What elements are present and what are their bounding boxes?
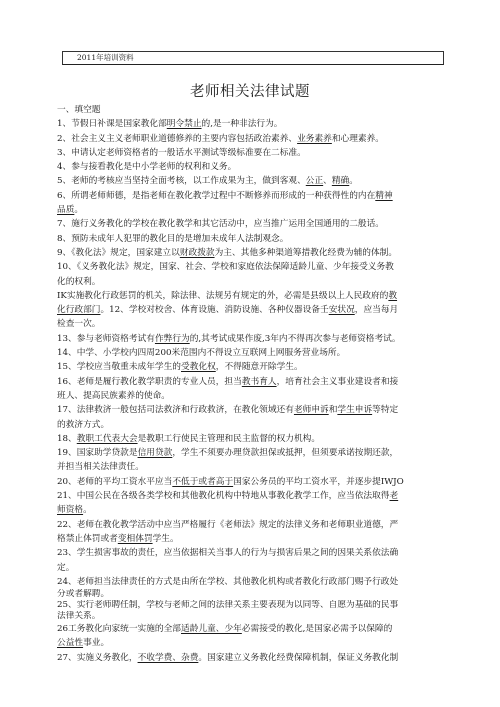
text-run: 4、参与接看教化是中小学老师的权利和义务。 bbox=[57, 162, 237, 173]
text-line bbox=[57, 622, 445, 636]
text-run: 15、学校应当敬重未成年学生的 bbox=[57, 362, 181, 373]
text-run: 21、中国公民在各级各类学校和其他教化机构中特地从事教化教学工作，应当依法取得 bbox=[57, 491, 390, 502]
text-run: 班人、提高民族素养的使命。 bbox=[57, 390, 170, 401]
text-run: 国家公务员的平均工资水平，并逐步提IWJO bbox=[233, 476, 404, 487]
underlined-answer: 明令禁止 bbox=[166, 119, 202, 130]
text-run: 7、施行义务教化的学校在教化教学和其它活动中，应当推广运用全国通用的二般话。 bbox=[57, 219, 384, 230]
text-line bbox=[57, 146, 445, 160]
text-line bbox=[57, 117, 445, 131]
text-line bbox=[57, 561, 445, 575]
text-line bbox=[57, 189, 445, 203]
underlined-answer: 师资格 bbox=[57, 505, 84, 516]
text-line bbox=[57, 636, 445, 650]
text-run: 的救济方式。 bbox=[57, 419, 110, 430]
text-line bbox=[57, 600, 445, 611]
text-run: 16、老师是履行教化教学职责的专业人员，担当 bbox=[57, 376, 242, 387]
text-run: 格禁止体罚或者 bbox=[57, 533, 118, 544]
text-run: ，应当每月 bbox=[354, 305, 399, 316]
text-run: 定。 bbox=[57, 562, 75, 573]
text-line bbox=[57, 260, 445, 274]
text-line bbox=[57, 611, 445, 622]
underlined-answer: 适龄儿童、少年 bbox=[181, 624, 242, 635]
text-run: 化的权利。 bbox=[57, 276, 101, 287]
text-run: 1、节假日补课是国家教化部 bbox=[57, 119, 167, 130]
text-line bbox=[57, 446, 445, 460]
text-line bbox=[57, 375, 445, 389]
text-run: 8、预防未成年人犯罪的教化目的是增加未成年人法制观念。 bbox=[57, 233, 289, 244]
text-line bbox=[57, 317, 445, 331]
text-run: IK实施教化行政惩罚的机关，除法律、法规另有规定的外，必需是县级以上人民政府的 bbox=[57, 290, 389, 301]
text-run: 18、 bbox=[57, 433, 77, 444]
text-line bbox=[57, 532, 445, 546]
underlined-answer: 作弊行为 bbox=[154, 333, 190, 344]
text-line bbox=[57, 432, 445, 446]
text-run: 27、实施义务教化， bbox=[57, 652, 138, 663]
text-run: 法律关系。 bbox=[57, 611, 101, 622]
text-line bbox=[57, 332, 445, 346]
text-run: 10、《义务教化法》规定，国家、社会、学校和家庭依法保障适龄儿童、少年接受义务教 bbox=[57, 262, 394, 273]
text-run: 9、《教化法》规定，国家建立以 bbox=[57, 247, 180, 258]
underlined-answer: 精神 bbox=[375, 190, 393, 201]
text-run: 等特定 bbox=[372, 405, 399, 416]
text-line bbox=[57, 103, 445, 117]
underlined-answer: 公益性 bbox=[57, 638, 84, 649]
text-run: 23、学生损害事故的责任，应当依据相关当事人的行为与损害后果之间的因果关系依法确 bbox=[57, 548, 399, 559]
text-run: 25、实行老师聘任制，学校与老师之间的法律关系主要表现为以同等、自愿为基础的民事 bbox=[57, 600, 399, 611]
underlined-answer: 受教化权 bbox=[181, 362, 216, 373]
underlined-answer: 教 bbox=[388, 290, 398, 301]
underlined-answer: 信用贷款 bbox=[137, 448, 173, 459]
underlined-answer: 老师申诉 bbox=[293, 405, 329, 416]
underlined-answer: 教书育人 bbox=[241, 376, 277, 387]
text-run: 22、老师在教化教学活动中应当严格履行《老师法》规定的法律义务和老师职业道德，严 bbox=[57, 519, 399, 530]
text-line bbox=[57, 360, 445, 374]
text-line bbox=[57, 203, 445, 217]
text-line bbox=[57, 289, 445, 303]
header-text: 2011年培训资料 bbox=[77, 53, 134, 62]
text-run: 2、社会主义主义老师职业道德修养的主要内容包括政治素养、 bbox=[57, 133, 298, 144]
text-line bbox=[57, 246, 445, 260]
text-run: 26工务教化向家统一实施的全部 bbox=[57, 624, 181, 635]
text-run: 的,是一种非法行为。 bbox=[201, 119, 283, 130]
text-line bbox=[57, 489, 445, 503]
text-run: 6、所谓老师师德，是指老师在教化教学过程中不断修养而形成的一种获得性的内在 bbox=[57, 190, 376, 201]
underlined-answer: 教职工代表大会 bbox=[76, 433, 138, 444]
text-run: 的,其考试成果作废,3年内不得再次参与老师资格考试。 bbox=[189, 333, 401, 344]
text-run: 必需接受的教化,是国家必需予以保障的 bbox=[241, 624, 393, 635]
text-run: 5、老师的考核应当坚持全面考核，以工作成果为主，做到客观、 bbox=[57, 176, 306, 187]
text-run: 是教职工行使民主管理和民主监督的权力机构。 bbox=[137, 433, 320, 444]
text-line bbox=[57, 460, 445, 474]
text-line bbox=[57, 160, 445, 174]
text-line bbox=[57, 232, 445, 246]
text-line bbox=[57, 503, 445, 517]
text-line bbox=[57, 275, 445, 289]
text-run: ，培育社会主义事业建设者和接 bbox=[276, 376, 399, 387]
text-run: 14、中学、小学校内四周200米范围内不得设立互联网上网服务营业场所。 bbox=[57, 348, 346, 359]
text-line bbox=[57, 418, 445, 432]
underlined-answer: 变相体罚 bbox=[117, 533, 153, 544]
text-line bbox=[57, 651, 445, 665]
text-line bbox=[57, 346, 445, 360]
text-line bbox=[57, 389, 445, 403]
text-run: 3、申请认定老师资格者的一般话水平测试等级标准要在二标准。 bbox=[57, 147, 306, 158]
text-line bbox=[57, 475, 445, 489]
text-line bbox=[57, 589, 445, 600]
text-run: 19、国家助学贷款是 bbox=[57, 448, 138, 459]
document-title: 老师相关法律试题 bbox=[190, 84, 310, 100]
underlined-answer: 业务素养 bbox=[297, 133, 332, 144]
text-line bbox=[57, 546, 445, 560]
text-run: 。 bbox=[349, 176, 358, 187]
text-run: ，学生不须要办理贷款担保或抵押，但须要承诺按期还款， bbox=[172, 448, 399, 459]
underlined-answer: 不收学费、杂费 bbox=[137, 652, 199, 663]
document-body bbox=[57, 103, 445, 665]
text-run: 事业。 bbox=[83, 638, 110, 649]
underlined-answer: 精确 bbox=[331, 176, 350, 187]
underlined-answer: 公正 bbox=[305, 176, 324, 187]
underlined-answer: 安状况 bbox=[328, 305, 355, 316]
underlined-answer: 学生申诉 bbox=[337, 405, 373, 416]
text-run: 24、老师担当法律责任的方式是由所在学校、其他教化机构或者教化行政部门赐予行政处 bbox=[57, 576, 399, 587]
text-run: 17、法律救济一般包括司法救济和行政救济，在教化领域还有 bbox=[57, 405, 294, 416]
underlined-answer: 不低于或者高于 bbox=[172, 476, 234, 487]
text-run: 学生。 bbox=[152, 533, 179, 544]
text-line bbox=[57, 403, 445, 417]
underlined-answer: 化行政部门 bbox=[57, 305, 101, 316]
text-run: 并担当相关法律责任。 bbox=[57, 462, 144, 473]
text-line bbox=[57, 303, 445, 317]
text-line bbox=[57, 575, 445, 589]
text-run: 。国家建立义务教化经费保障机制，保证义务教化制 bbox=[198, 652, 399, 663]
text-run: 一、填空题 bbox=[57, 105, 101, 115]
text-run: 和心理素养。 bbox=[331, 133, 384, 144]
text-run: 为主、其他多种渠道筹措教化经费为辅的体制。 bbox=[214, 247, 397, 258]
text-line bbox=[57, 217, 445, 231]
text-run: 分或者解聘。 bbox=[57, 589, 110, 600]
underlined-answer: 品质 bbox=[57, 205, 75, 216]
text-run: 20、老师的平均工资水平应当 bbox=[57, 476, 173, 487]
text-run: 。 bbox=[83, 505, 92, 516]
text-run: ，不得随意开除学生。 bbox=[215, 362, 303, 373]
text-run: 。 bbox=[74, 205, 84, 216]
underlined-answer: 财政拨款 bbox=[179, 247, 215, 258]
text-run: 。12、学校对校舍、体育设施、消防设施、各种仪器设备壬 bbox=[100, 305, 329, 316]
text-run: 和 bbox=[328, 405, 338, 416]
underlined-answer: 老 bbox=[389, 491, 399, 502]
text-run: 检查一次。 bbox=[57, 319, 101, 330]
text-run: 13、参与老师资格考试有 bbox=[57, 333, 155, 344]
text-line bbox=[57, 174, 445, 188]
text-line bbox=[57, 132, 445, 146]
text-line bbox=[57, 518, 445, 532]
header-box bbox=[62, 51, 444, 65]
text-run: 、 bbox=[323, 176, 332, 187]
